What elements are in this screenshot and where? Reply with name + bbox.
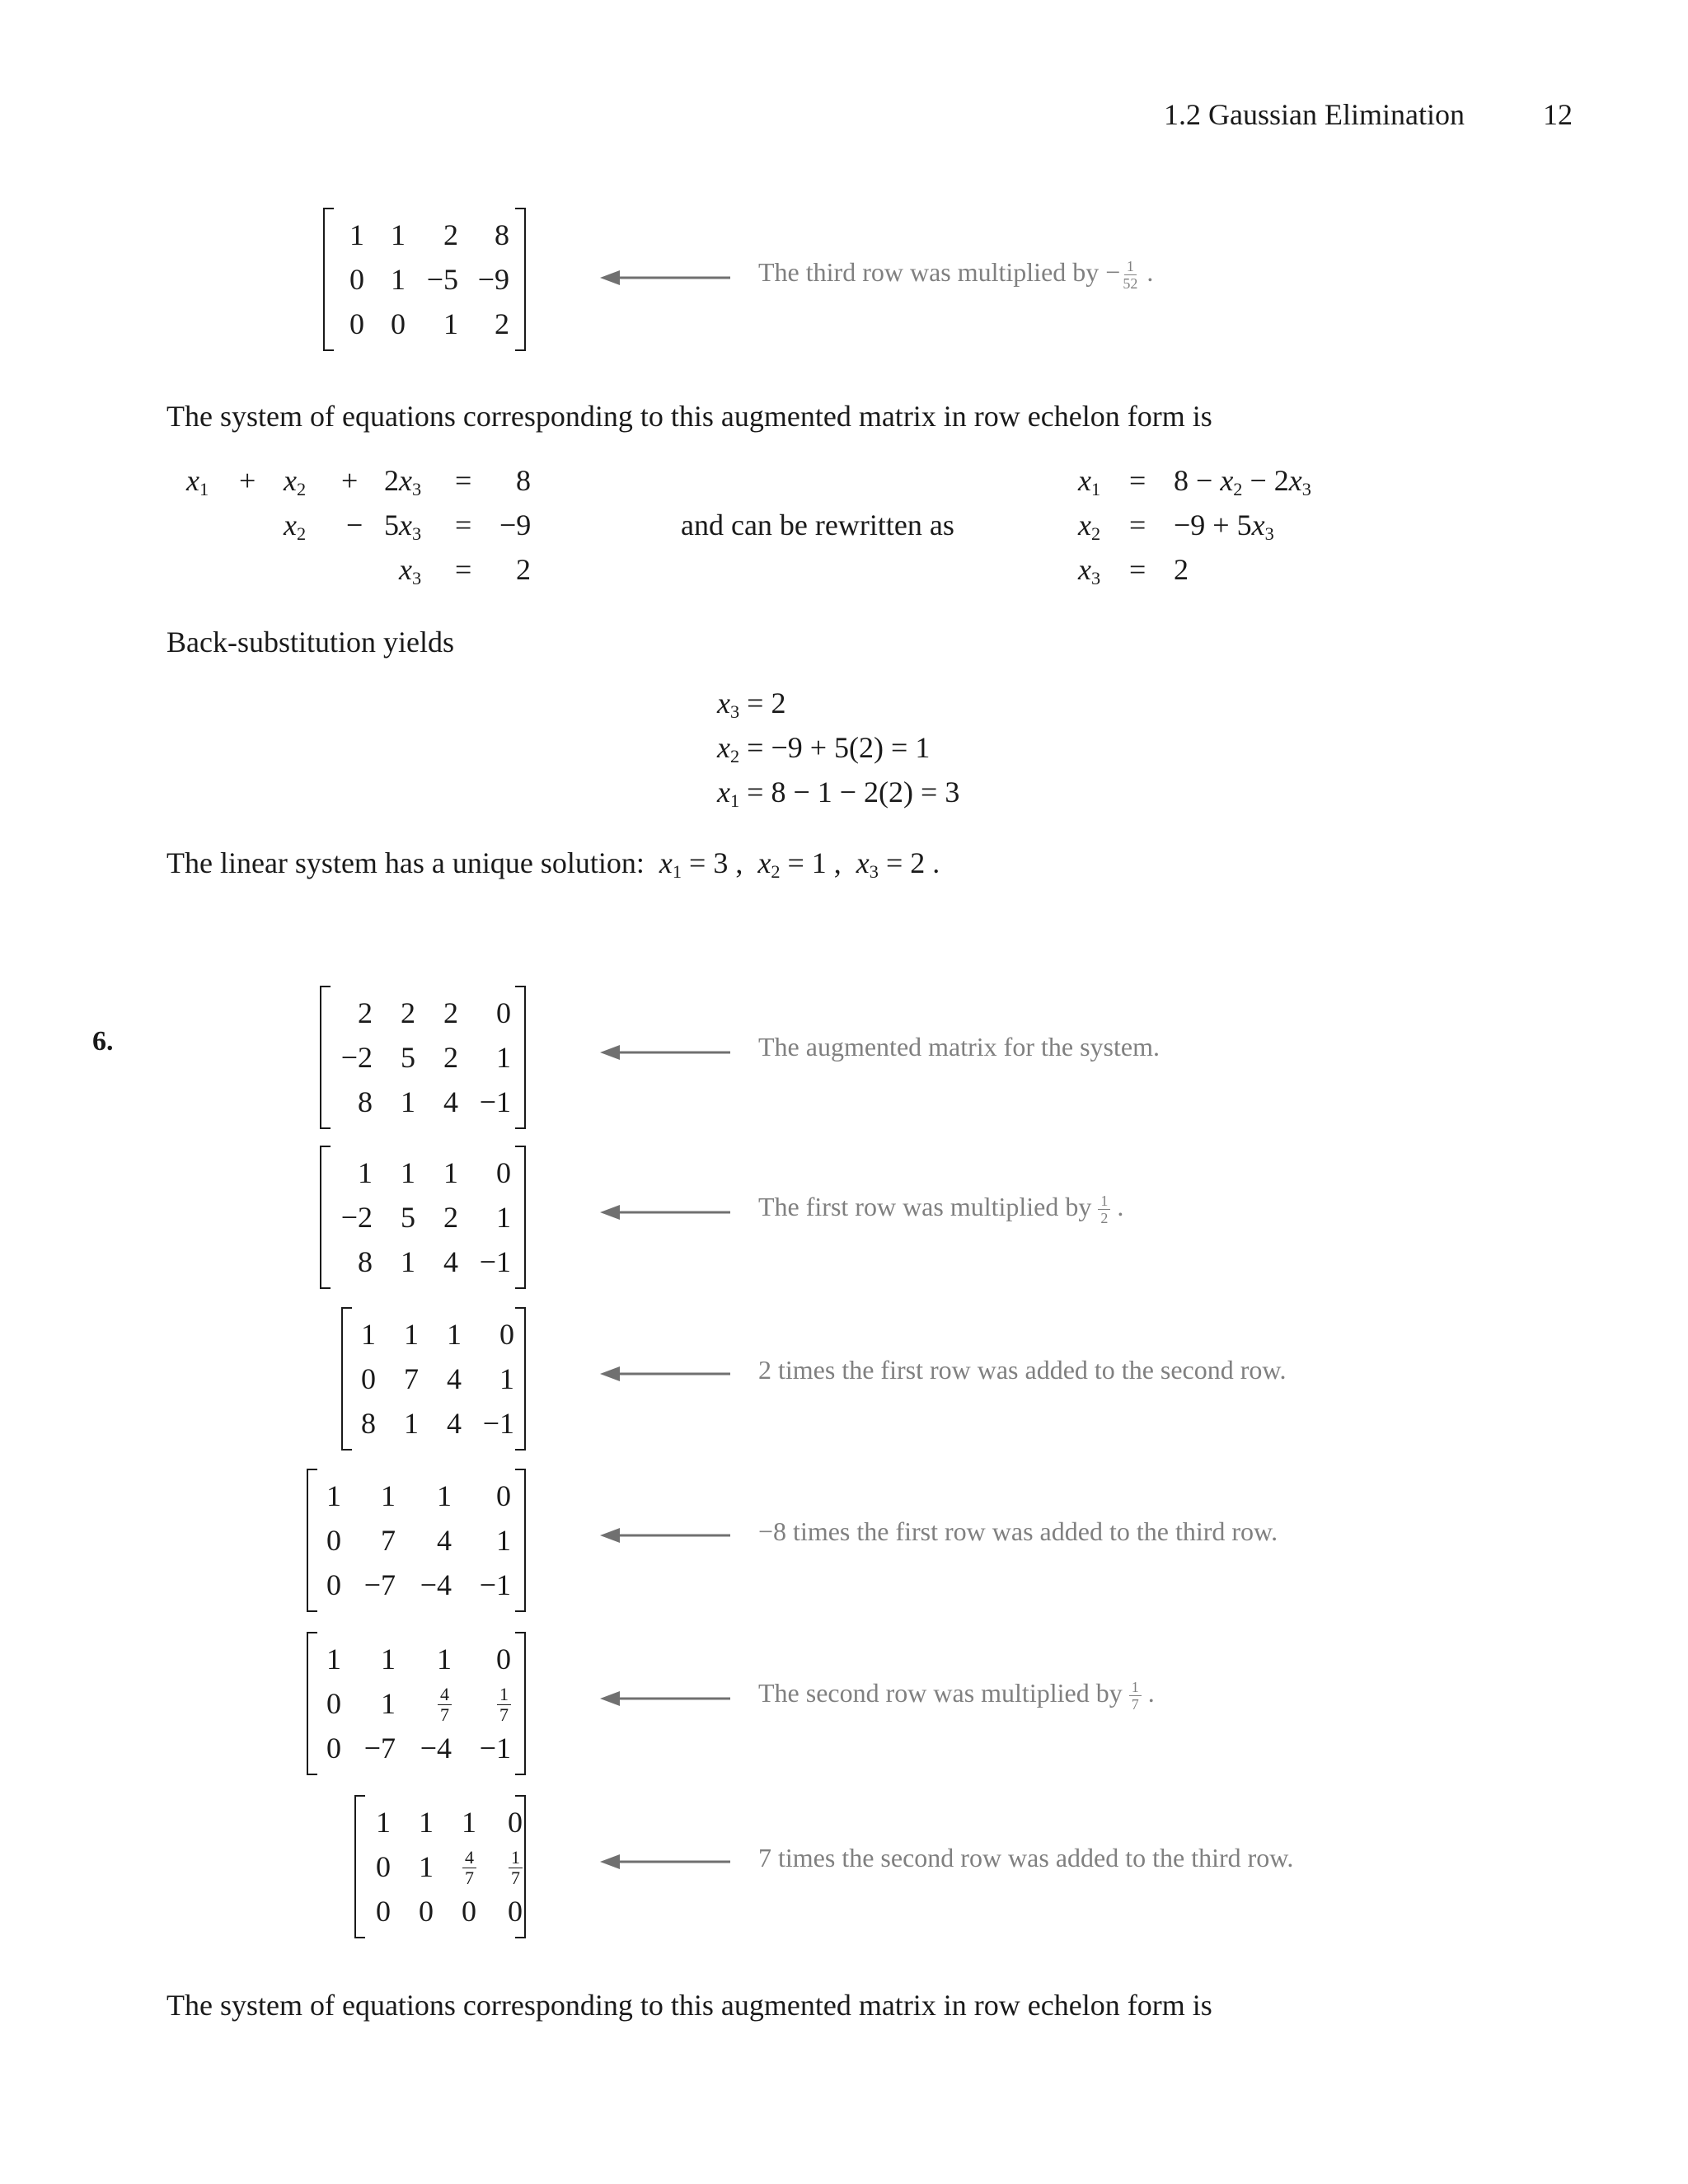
fraction-denominator: 7 [440, 1704, 449, 1726]
step-note-4 [758, 1516, 1278, 1547]
matrix-cell: −2 [340, 1041, 373, 1074]
rewrite-text: and can be rewritten as [681, 509, 954, 541]
matrix-cell: 0 [462, 1895, 476, 1928]
note-text: 7 times the second row was added to the third row. [758, 1843, 1294, 1872]
matrix-cell: 2 [443, 996, 458, 1029]
matrix-cell: 1 [401, 1156, 415, 1189]
eq-equals: = [455, 464, 472, 497]
matrix-cell: 1 [496, 1524, 511, 1557]
back-substitution-label: Back-substitution yields [166, 626, 454, 658]
fraction-numerator: 4 [462, 1849, 476, 1868]
matrix-cell: 1 [499, 1362, 514, 1395]
matrix-cell: 1 [381, 1687, 396, 1720]
step-note-6 [758, 1843, 1293, 1873]
eq-rhs: 2 [516, 553, 531, 586]
fraction-denominator: 7 [1131, 1696, 1139, 1713]
page-number: 12 [1543, 98, 1573, 131]
rw-var-x1: $x_1$ [1078, 464, 1101, 500]
matrix-cell: −2 [340, 1201, 373, 1234]
step-note-2 [758, 1192, 1123, 1226]
rw-equals: = [1129, 553, 1146, 586]
matrix-cell: 0 [499, 1318, 514, 1351]
matrix-cell: 8 [358, 1245, 373, 1278]
augmented-matrix-step-4 [307, 1469, 526, 1612]
matrix-cell: −7 [363, 1568, 396, 1601]
matrix-cell: 0 [496, 1156, 511, 1189]
matrix-cell: 0 [349, 263, 364, 296]
augmented-matrix-step-2 [320, 1146, 526, 1289]
matrix-cell: 1 [496, 1041, 511, 1074]
matrix-cell: 1 [401, 1085, 415, 1118]
eq-rhs: −9 [499, 509, 532, 541]
step-note-3 [758, 1355, 1286, 1385]
note-text: −8 times the first row was added to the third row. [758, 1516, 1278, 1546]
paragraph-system-intro: The system of equations corresponding to this augmented matrix in row echelon form is [166, 400, 1212, 433]
paragraph-system-intro-2: The system of equations corresponding to this augmented matrix in row echelon form is [166, 1989, 1212, 2022]
fraction [438, 1685, 452, 1724]
augmented-matrix-step-1 [320, 986, 526, 1129]
eq-equals: = [455, 509, 472, 541]
fraction [1098, 1193, 1110, 1226]
matrix-cell: 8 [361, 1407, 376, 1440]
eq-coef-x3: $2x_3$ [384, 464, 422, 500]
matrix-cell: 0 [326, 1732, 341, 1765]
matrix-cell: 4 [443, 1085, 458, 1118]
fraction-numerator: 1 [497, 1685, 511, 1705]
augmented-matrix-step-6 [354, 1795, 526, 1938]
note-end: . [1110, 1192, 1124, 1221]
rw-expr-2: $-9 + 5x_3$ [1174, 509, 1274, 545]
matrix-cell: 2 [401, 996, 415, 1029]
matrix-cell: −4 [420, 1732, 452, 1765]
eq-var-x2: $x_2$ [284, 464, 307, 500]
solution-line: The linear system has a unique solution: $x_1 = 3$ , $x_2 = 1$ , $x_3 = 2$ . [166, 846, 940, 883]
matrix-cell: 5 [401, 1201, 415, 1234]
eq-var-x3: $x_3$ [399, 553, 422, 589]
matrix-cell: 2 [443, 218, 458, 251]
back-sub-line-3: $x_1 = 8 - 1 - 2(2) = 3$ [717, 776, 960, 812]
matrix-cell: 0 [326, 1524, 341, 1557]
matrix-cell: 1 [391, 218, 406, 251]
matrix-cell: 1 [349, 218, 364, 251]
matrix-cell: 2 [358, 996, 373, 1029]
matrix-cell: 1 [326, 1479, 341, 1512]
matrix-cell: 2 [495, 307, 509, 340]
fraction [497, 1685, 511, 1724]
eq-equals: = [455, 553, 472, 586]
eq-op: + [341, 464, 359, 497]
matrix-cell: 7 [381, 1524, 396, 1557]
matrix-cell: −1 [479, 1568, 511, 1601]
matrix-cell: 1 [419, 1806, 434, 1839]
matrix-cell: 1 [381, 1643, 396, 1675]
matrix-cell: 1 [376, 1806, 391, 1839]
matrix-cell: 8 [358, 1085, 373, 1118]
section-title: 1.2 Gaussian Elimination [1164, 98, 1465, 131]
matrix-cell: −7 [363, 1732, 396, 1765]
fraction-denominator: 52 [1123, 275, 1138, 293]
matrix-cell: 1 [462, 1806, 476, 1839]
matrix-cell: 1 [401, 1245, 415, 1278]
fraction-denominator: 7 [465, 1868, 474, 1889]
fraction-numerator: 4 [438, 1685, 452, 1705]
matrix-cell: 1 [361, 1318, 376, 1351]
eq-op: − [346, 509, 363, 541]
matrix-cell: 0 [391, 307, 406, 340]
eq-var-x2: $x_2$ [284, 509, 307, 545]
matrix-cell [478, 1844, 524, 1889]
matrix-cell: 0 [376, 1850, 391, 1883]
matrix-cell: 1 [358, 1156, 373, 1189]
rw-equals: = [1129, 509, 1146, 541]
matrix-cell: −5 [426, 263, 458, 296]
note-text: The second row was multiplied by [758, 1678, 1129, 1708]
matrix-cell: 0 [361, 1362, 376, 1395]
matrix-cell: 8 [495, 218, 509, 251]
matrix-cell: 1 [404, 1407, 419, 1440]
matrix-cell: 1 [447, 1318, 462, 1351]
matrix-cell: 0 [508, 1895, 523, 1928]
matrix-cell: 4 [437, 1524, 452, 1557]
fraction-denominator: 7 [511, 1868, 520, 1889]
matrix-cell: 0 [496, 1643, 511, 1675]
matrix-cell: 4 [443, 1245, 458, 1278]
rw-equals: = [1129, 464, 1146, 497]
matrix-cell: 1 [496, 1201, 511, 1234]
note-text: 2 times the first row was added to the second row. [758, 1355, 1287, 1385]
matrix-cell [397, 1681, 453, 1726]
eq-rhs: 8 [516, 464, 531, 497]
left-arrow-icon [600, 1040, 732, 1065]
matrix-cell: −1 [482, 1407, 514, 1440]
fraction-denominator: 7 [499, 1704, 509, 1726]
note-sign: − [1105, 257, 1121, 287]
matrix-cell: 1 [443, 307, 458, 340]
matrix-cell: 4 [447, 1362, 462, 1395]
left-arrow-icon [600, 1849, 732, 1874]
matrix-cell: 1 [437, 1643, 452, 1675]
left-arrow-icon [600, 1200, 732, 1225]
step-note-1 [758, 1032, 1160, 1062]
matrix-cell: −1 [479, 1085, 511, 1118]
matrix-cell: 1 [404, 1318, 419, 1351]
fraction-numerator: 1 [509, 1849, 523, 1868]
fraction [462, 1849, 476, 1887]
matrix-cell [453, 1681, 513, 1726]
rw-expr-3: 2 [1174, 553, 1189, 586]
left-arrow-icon [600, 265, 732, 290]
matrix-cell: 7 [404, 1362, 419, 1395]
matrix-cell: 0 [326, 1687, 341, 1720]
augmented-matrix-step-0 [323, 208, 526, 351]
back-sub-line-2: $x_2 = -9 + 5(2) = 1$ [717, 731, 931, 767]
rw-var-x3: $x_3$ [1078, 553, 1101, 589]
matrix-cell: 0 [496, 1479, 511, 1512]
matrix-cell: −9 [477, 263, 509, 296]
eq-op: + [239, 464, 256, 497]
matrix-cell: 0 [419, 1895, 434, 1928]
matrix-cell: 1 [391, 263, 406, 296]
note-end: . [1141, 1678, 1155, 1708]
matrix-cell: −1 [479, 1245, 511, 1278]
note-end: . [1140, 257, 1154, 287]
rw-expr-1: $8 - x_2 - 2x_3$ [1174, 464, 1311, 500]
matrix-cell: 0 [349, 307, 364, 340]
matrix-cell: 1 [381, 1479, 396, 1512]
step-note-5 [758, 1678, 1155, 1712]
augmented-matrix-step-3 [341, 1307, 526, 1451]
eq-var-x1: $x_1$ [186, 464, 209, 500]
left-arrow-icon [600, 1523, 732, 1548]
matrix-cell [435, 1844, 478, 1889]
note-text: The third row was multiplied by [758, 257, 1106, 287]
matrix-cell: 5 [401, 1041, 415, 1074]
augmented-matrix-step-5 [307, 1632, 526, 1775]
matrix-cell: 1 [437, 1479, 452, 1512]
fraction [509, 1849, 523, 1887]
matrix-cell: 1 [326, 1643, 341, 1675]
matrix-cell: 4 [447, 1407, 462, 1440]
problem-number: 6. [92, 1026, 114, 1057]
back-sub-line-1: $x_3 = 2$ [717, 687, 786, 723]
fraction-denominator: 2 [1100, 1210, 1109, 1227]
matrix-cell: 1 [419, 1850, 434, 1883]
matrix-cell: 0 [376, 1895, 391, 1928]
matrix-cell: 0 [496, 996, 511, 1029]
matrix-cell: 0 [508, 1806, 523, 1839]
matrix-cell: 0 [326, 1568, 341, 1601]
matrix-cell: 1 [443, 1156, 458, 1189]
matrix-cell: 2 [443, 1201, 458, 1234]
rw-var-x2: $x_2$ [1078, 509, 1101, 545]
fraction-numerator: 1 [1098, 1193, 1110, 1210]
left-arrow-icon [600, 1686, 732, 1711]
fraction-numerator: 1 [1124, 259, 1137, 275]
fraction-numerator: 1 [1129, 1680, 1142, 1696]
note-text: The first row was multiplied by [758, 1192, 1099, 1221]
matrix-cell: −1 [479, 1732, 511, 1765]
step-note-0 [758, 257, 1153, 291]
left-arrow-icon [600, 1361, 732, 1386]
matrix-cell: 2 [443, 1041, 458, 1074]
fraction [1120, 259, 1140, 291]
note-text: The augmented matrix for the system. [758, 1032, 1160, 1062]
eq-coef-x3: $5x_3$ [384, 509, 422, 545]
matrix-cell: −4 [420, 1568, 452, 1601]
fraction [1129, 1680, 1142, 1712]
